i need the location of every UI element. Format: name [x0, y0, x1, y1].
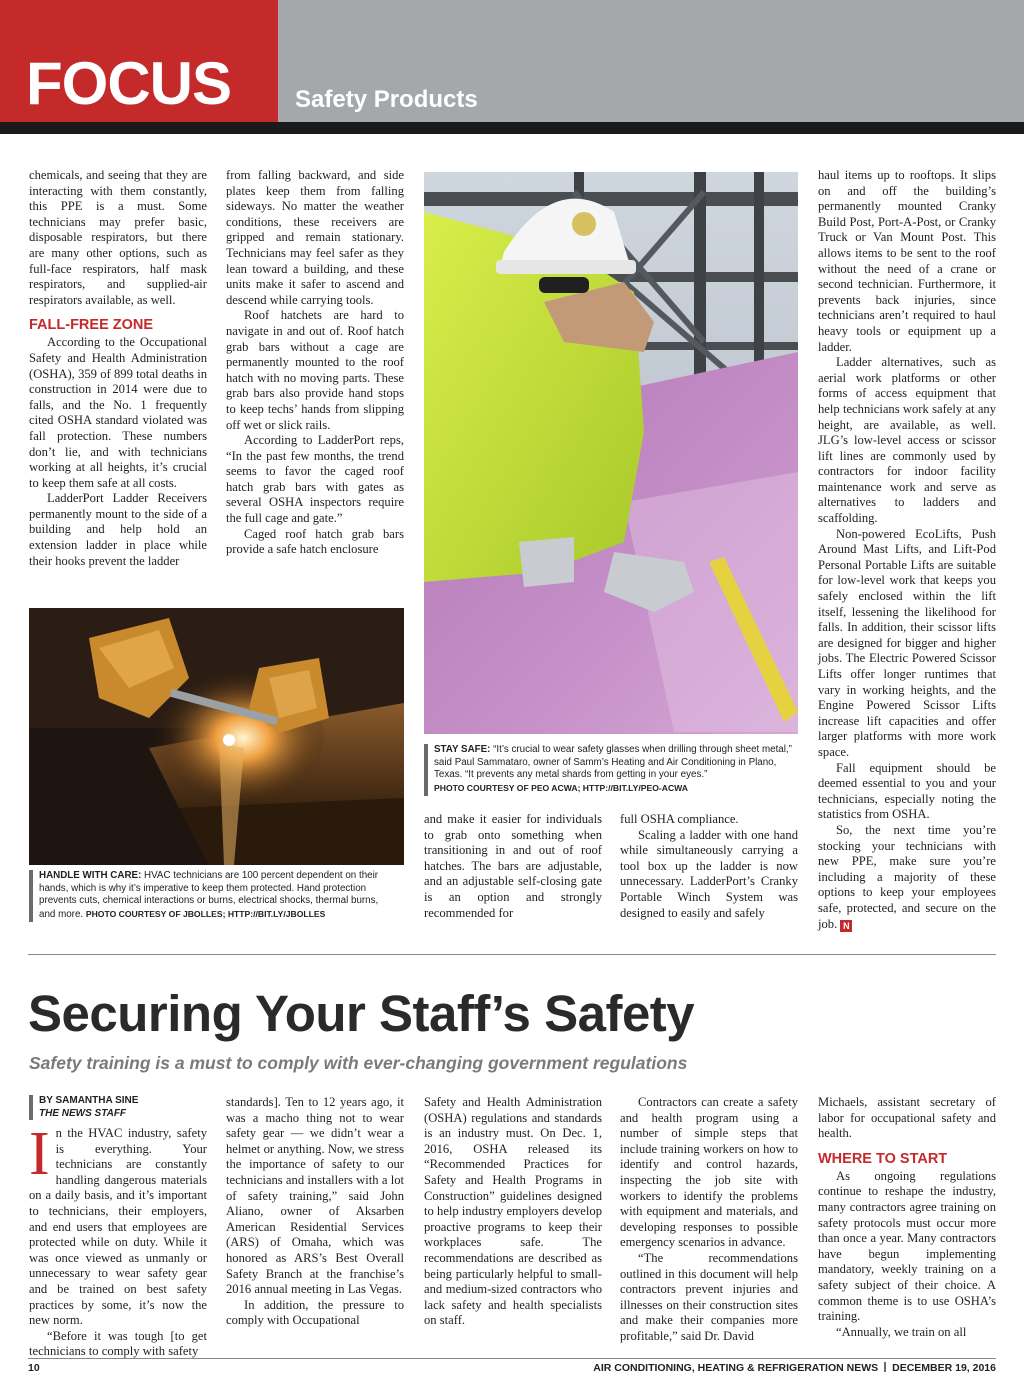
- caption-handle-with-care: [29, 870, 395, 922]
- end-mark-icon: N: [840, 920, 852, 932]
- story1-column-4: [620, 812, 798, 921]
- paragraph: “Annually, we train on all: [836, 1324, 967, 1339]
- caption-stay-safe: [424, 744, 798, 796]
- paragraph: Roof hatchets are hard to navigate in and out of. Roof hatch grab bars without a cage are permanently mounted to the roof hatch with no moving parts. These grab bars also provide hand stops to keep techs’ hands from slipping off wet or slick rails.: [226, 308, 404, 432]
- publication-name: AIR CONDITIONING, HEATING & REFRIGERATION NEWS: [593, 1362, 879, 1374]
- paragraph: haul items up to rooftops. It slips on and off the building’s permanently mounted Cranky Build Post, Port-A-Post, or Cranky Truck or Van Mount Post. This allows items to be sent to the roof without the need of a crane or second technician. Furthermore, it prevents back injuries, since technicians aren’t required to haul heavy tools or equipment up a ladder.: [818, 168, 996, 354]
- paragraph: “The recommendations outlined in this document will help contractors prevent injuries and illnesses on their construction sites and make their companies more profitable,” said Dr. David: [620, 1250, 798, 1343]
- issue-date: DECEMBER 19, 2016: [892, 1362, 996, 1374]
- paragraph: According to the Occupational Safety and Health Administration (OSHA), 359 of 899 total deaths in construction in 2014 were due to falls, and the No. 1 frequently cited OSHA standard violated was fall protection. These numbers don’t lie, and with technicians working at all heights, it’s crucial to keep them safe at all costs.: [29, 335, 207, 490]
- story1-column-3: [424, 812, 602, 921]
- caption-credit: PHOTO COURTESY OF JBOLLES; HTTP://BIT.LY/JBOLLES: [85, 909, 326, 920]
- footer-rule: [28, 1358, 996, 1359]
- paragraph-text: n the HVAC industry, safety is everything. Your technicians are constantly handling dangerous materials on a daily basis, and it’s important to technicians, their employers, and end users that employees are protected while on duty. While it was once viewed as unmanly or unnecessary to wear safety gear and be trained on best safety practices by some, it’s now the new norm.: [29, 1126, 207, 1328]
- story2-deck: Safety training is a must to comply with ever-changing government regulations: [29, 1053, 688, 1073]
- caption-text: “It’s crucial to wear safety glasses when drilling through sheet metal,” said Paul Sammataro, owner of Samm’s Heating and Air Conditioning in Plano, Texas. “It prevents any metal shards from getting in your eyes.”: [434, 744, 792, 781]
- paragraph: from falling backward, and side plates keep them from falling sideways. No matter the weather conditions, these receivers are gripped and remain stationary. Technicians may feel safer as they lean toward a building, and these units make it safer to ascend and descend while carrying tools.: [226, 168, 404, 307]
- paragraph: Non-powered EcoLifts, Push Around Mast Lifts, and Lift-Pod Personal Portable Lifts are suitable for low-level work that keeps you safely enclosed within the lift itself, lessening the likelihood for falls. In addition, their scissor lifts are designed for bigger and higher jobs. The Electric Powered Scissor Lifts offer longer runtimes that vary in working heights, and the Engine Powered Scissor Lifts increase lift capacities and offer larger platforms with more work space.: [818, 526, 996, 759]
- paragraph: According to LadderPort reps, “In the past few months, the trend seems to favor the caged roof hatch grab bars with gates as several OSHA inspectors require the full cage and gate.”: [226, 433, 404, 526]
- story1-column-1: [29, 168, 207, 569]
- footer-separator: [884, 1362, 886, 1372]
- paragraph: full OSHA compliance.: [620, 812, 739, 826]
- paragraph: Safety and Health Administration (OSHA) regulations and standards is an industry must. On Dec. 1, 2016, OSHA released its “Recommended Practices for Safety and Health Programs in Construction” guidelines designed to help industry employers develop proactive programs to keep their workplaces safe. The recommendations are described as being particularly helpful to small- and medium-sized contractors who lack safety and health specialists on staff.: [424, 1095, 602, 1328]
- paragraph: In addition, the pressure to comply with Occupational: [226, 1297, 404, 1328]
- subhead-fall-free-zone: FALL-FREE ZONE: [29, 317, 154, 334]
- caption-credit: PHOTO COURTESY OF PEO ACWA; HTTP://BIT.LY/PEO-ACWA: [434, 783, 689, 794]
- paragraph: Contractors can create a safety and health program using a number of simple steps that include training workers on how to identify and control hazards, inspecting the job site with workers to identify the problems with equipment and materials, and developing responses to possible emergency scenarios in advance.: [620, 1095, 798, 1250]
- caption-text: HVAC technicians are 100 percent dependent on their hands, which is why it’s imperative to keep them protected. Hand protection prevents cuts, chemical interactions or burns, electrical shocks, thermal burns, and more.: [39, 870, 379, 921]
- paragraph: Ladder alternatives, such as aerial work platforms or other forms of access equipment that help technicians work safely at any height, are available, as well. JLG’s low-level access or scissor lift lines are commonly used by contractors for indoor facility maintenance work and serve as alternatives to ladders and scaffolding.: [818, 355, 996, 526]
- paragraph: As ongoing regulations continue to reshape the industry, many contractors agree training on safety protocols must occur more than once a year. Many contractors have begun implementing mandatory, weekly training on a safety subject of their choice. A common theme is to use OSHA’s training.: [818, 1168, 996, 1324]
- worker-photo: [424, 172, 798, 734]
- story1-column-2: [226, 168, 404, 558]
- paragraph: [29, 1120, 207, 1329]
- paragraph: and make it easier for individuals to grab onto something when transitioning in and out of roof hatches. The bars are adjustable, and an adjustable self-closing gate is an option and strongly recommended for: [424, 812, 602, 920]
- paragraph: Caged roof hatch grab bars provide a safe hatch enclosure: [226, 526, 404, 557]
- drop-cap: [29, 1120, 50, 1188]
- page-number: 10: [28, 1362, 40, 1374]
- drop-cap-letter: I: [29, 1120, 50, 1188]
- caption-label: STAY SAFE:: [434, 744, 491, 755]
- paragraph: Scaling a ladder with one hand while simultaneously carrying a tool box up the ladder is now unnecessary. LadderPort’s Cranky Portable Winch System was designed to easily and safely: [620, 827, 798, 920]
- footer-publication: [593, 1362, 996, 1374]
- subhead-where-to-start: WHERE TO START: [818, 1150, 948, 1167]
- story2-headline: Securing Your Staff’s Safety: [28, 985, 695, 1042]
- story2-column-2: [226, 1095, 404, 1329]
- story1-column-5: [818, 168, 996, 932]
- paragraph: LadderPort Ladder Receivers permanently mount to the side of a building and help hold an extension ladder in place while their hooks prevent the ladder: [29, 491, 207, 568]
- paragraph: standards]. Ten to 12 years ago, it was a macho thing not to wear safety gear — we didn’t wear a helmet or anything. Now, we stress the importance of safety to our technicians and installers with a lot of safety training,” said John Aliano, owner of Aksarben American Residential Services (ARS) of Omaha, which was honored as ARS’s Best Overall Safety Branch at the franchise’s 2016 annual meeting in Las Vegas.: [226, 1095, 404, 1297]
- story-divider: [28, 954, 996, 955]
- paragraph: Michaels, assistant secretary of labor for occupational safety and health.: [818, 1095, 996, 1141]
- story2-column-3: [424, 1095, 602, 1329]
- paragraph: chemicals, and seeing that they are interacting with them constantly, this PPE is a must. Some technicians may prefer basic, disposable respirators, but there are many other options, such as full-face respirators, half mask respirators, and supplied-air respirators available, as well.: [29, 168, 207, 307]
- welding-photo: [29, 608, 404, 865]
- byline: [29, 1095, 211, 1120]
- paragraph: “Before it was tough [to get technicians to comply with safety: [29, 1328, 207, 1359]
- byline-org: THE NEWS STAFF: [39, 1107, 127, 1119]
- story2-column-5: [818, 1095, 996, 1340]
- story2-column-4: [620, 1095, 798, 1345]
- caption-label: HANDLE WITH CARE:: [39, 870, 142, 881]
- byline-author: BY SAMANTHA SINE: [39, 1095, 139, 1106]
- paragraph: Fall equipment should be deemed essential to you and your technicians, especially noting the statistics from OSHA.: [818, 760, 996, 822]
- section-topic: Safety Products: [295, 86, 478, 113]
- section-title: FOCUS: [26, 50, 231, 117]
- story2-column-1: [29, 1120, 207, 1360]
- paragraph: [818, 823, 996, 932]
- paragraph-text: So, the next time you’re stocking your technicians with new PPE, make sure you’re including a majority of these options to keep your employees safe, protected, and secure on the job.: [818, 822, 996, 931]
- header-rule: [0, 122, 1024, 134]
